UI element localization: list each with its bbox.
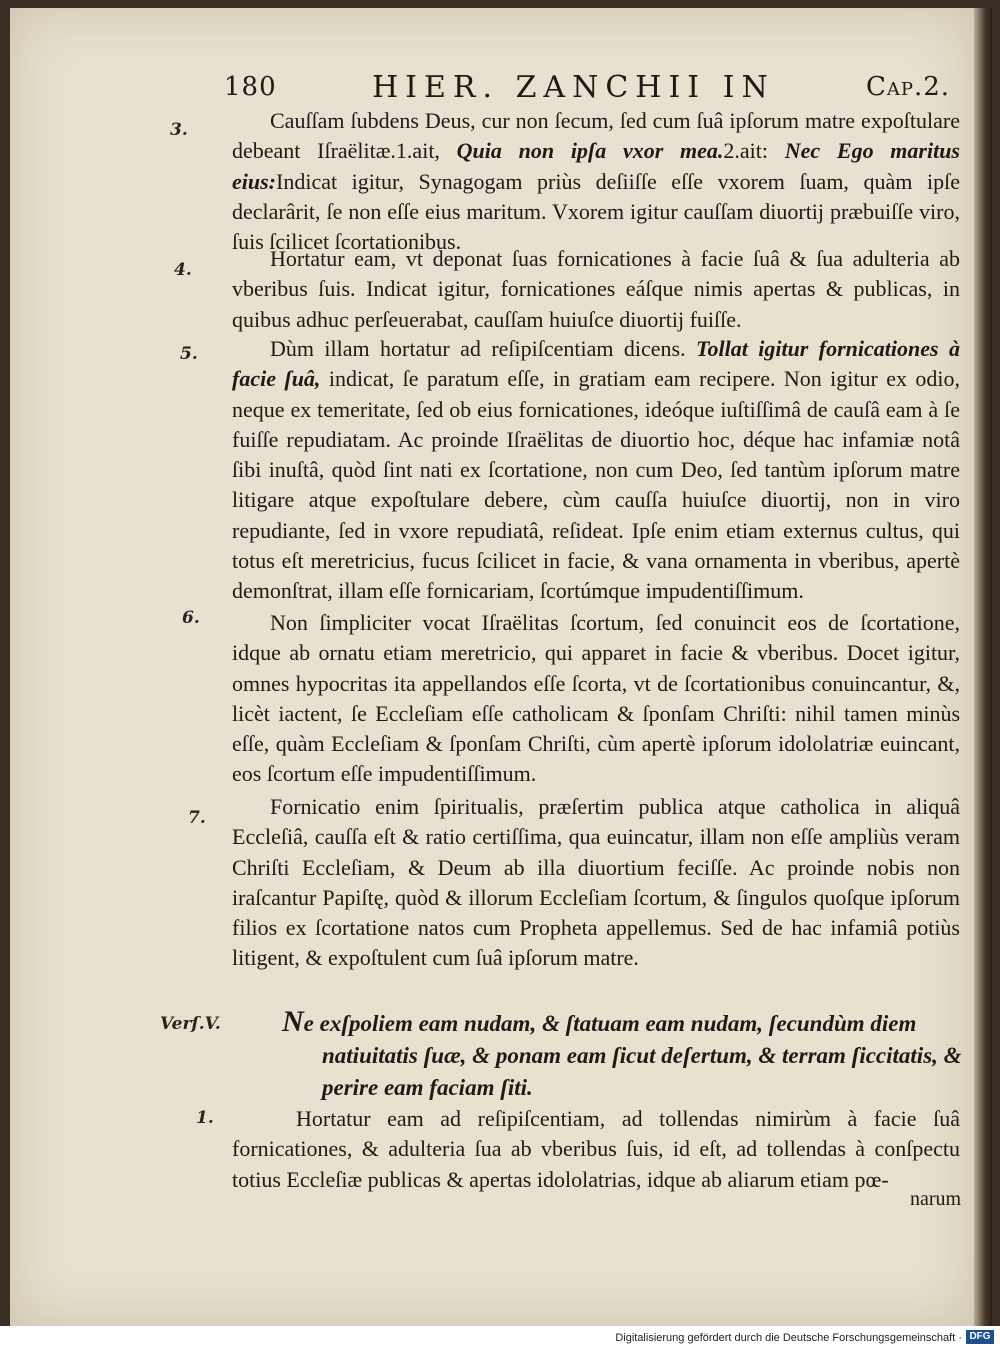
paragraph [232,244,960,335]
verse-line: e exſpoliem eam nudam, & ſtatuam eam nudam, ſecundùm diem [303,1011,917,1036]
paragraph-text: Indicat igitur, Synagogam priùs deſiiſſe eſſe vxorem ſuam, quàm ipſe declarârit, ſe non eſſe eius maritum. Vxorem igitur cauſſam diuortij præbuiſſe viro, ſuis ſcilicet ſcortationibus. [232,168,960,255]
verse-initial: N [282,1005,304,1038]
margin-marker: 3. [170,120,188,140]
scripture-quote: Quia non ipſa vxor mea. [456,138,724,164]
paragraph-text: Non ſimpliciter vocat Iſraëlitas ſcortum, ſed conuincit eos de ſcortatione, idque ab ornatu etiam meretricio, qui apparet in facie & vberibus. Docet igitur, omnes hypocritas ita appellandos eſſe ſcorta, vt de ſcortationibus conuincantur, &, licèt iactent, ſe Eccleſiam eſſe catholicam & ſponſam Chriſti: nihil tamen minùs eſſe, quàm Eccleſiam & ſponſam Chriſti, cùm apertè ipſorum idololatriæ euincant, eos ſcortum eſſe impudentiſſimum. [232,610,960,787]
paragraph [232,1104,960,1195]
paragraph-text: Dùm illam hortatur ad reſipiſcentiam dicens. [270,336,697,361]
paragraph-text: 2.ait: [723,138,785,164]
running-title: HIER. ZANCHII IN [372,70,775,105]
margin-marker: 5. [180,344,198,364]
paragraph-text: Fornicatio enim ſpiritualis, præſertim publica atque catholica in aliquâ Eccleſiâ, cauſſa eſt & ratio certiſſima, qua euincatur, illam non eſſe ampliùs veram Chriſti Eccleſiam, & Deum ab illa diuortium feciſſe. Ac proinde nobis non iraſcantur Papiſtę, quòd & illorum Eccleſiam ſcortum, & ſingulos quoſque ipſorum filios ex ſcortatione natos cum Propheta appellemus. Sed de hac infamiâ potiùs litigent, & expoſtulent cum ſuâ ipſorum matre. [232,794,960,971]
paragraph [232,608,960,790]
page-number: 180 [224,72,277,102]
chapter-label: Cap.2. [866,72,951,102]
margin-marker: 6. [182,608,200,628]
page-edge [974,8,992,1326]
verse-lemma [282,1006,962,1104]
paragraph [232,334,960,607]
margin-marker: 1. [196,1108,214,1128]
margin-marker: Verſ.V. [160,1014,221,1034]
footer-bar [0,1326,1000,1350]
scripture-quote: Nec Ego maritus eius: [232,138,960,194]
paragraph-text: Hortatur eam, vt deponat ſuas fornicationes à facie ſuâ & ſua adulteria ab vberibus ſuis. Indicat igitur, fornicationes eáſque nimis apertas & publicas, in quibus adhuc perſeuerabat, cauſſam huiuſce diuortij fuiſſe. [232,246,960,332]
page-header [10,68,974,108]
footer-credit: Digitalisierung gefördert durch die Deutsche Forschungsgemeinschaft · [615,1332,962,1344]
paragraph [232,106,960,257]
scripture-quote: Tollat igitur fornicationes à facie ſuâ, [232,336,960,392]
margin-marker: 4. [174,260,192,280]
paragraph [232,792,960,974]
book-page [10,8,974,1326]
dfg-logo-icon: DFG [966,1330,994,1344]
margin-marker: 7. [188,808,206,828]
catchword: narum [910,1188,962,1210]
paragraph-text: Hortatur eam ad reſipiſcentiam, ad tollendas nimirùm à facie ſuâ fornicationes, & adulteria ſua ab vberibus ſuis, id eſt, ad tollendas à conſpectu totius Eccleſiæ publicas & apertas idololatrias, idque ab aliarum etiam pœ- [232,1106,960,1192]
paragraph-text: Cauſſam ſubdens Deus, cur non ſecum, ſed cum ſuâ ipſorum matre expoſtulare debeant Iſraëlitæ.1.ait, [232,108,960,164]
paragraph-text: indicat, ſe paratum eſſe, in gratiam eam recipere. Non igitur ex odio, neque ex temeritate, ſed ob eius fornicationes, ideóque iuſtiſſimâ de cauſâ eam à ſe fuiſſe repudiatam. Ac proinde Iſraëlitas de diuortio hoc, déque hac infamiæ notâ ſibi inuſtâ, quòd ſint nati ex ſcortatione, non cum Deo, ſed tantùm ipſorum matre litigare atque expoſtulare debere, cùm cauſſa huiuſce diuortij, non in viro repudiante, ſed in vxore repudiatâ, reſideat. Ipſe enim etiam externus cultus, qui totus eſt meretricius, fucus ſcilicet in facie, & vana ornamenta in vberibus, apertè demonſtrat, illam eſſe fornicariam, ſcortúmque impudentiſſimum. [232,366,961,604]
verse-line: natiuitatis ſuæ, & ponam eam ſicut deſertum, & terram ſiccitatis, & perire eam faciam ſiti. [322,1043,962,1100]
